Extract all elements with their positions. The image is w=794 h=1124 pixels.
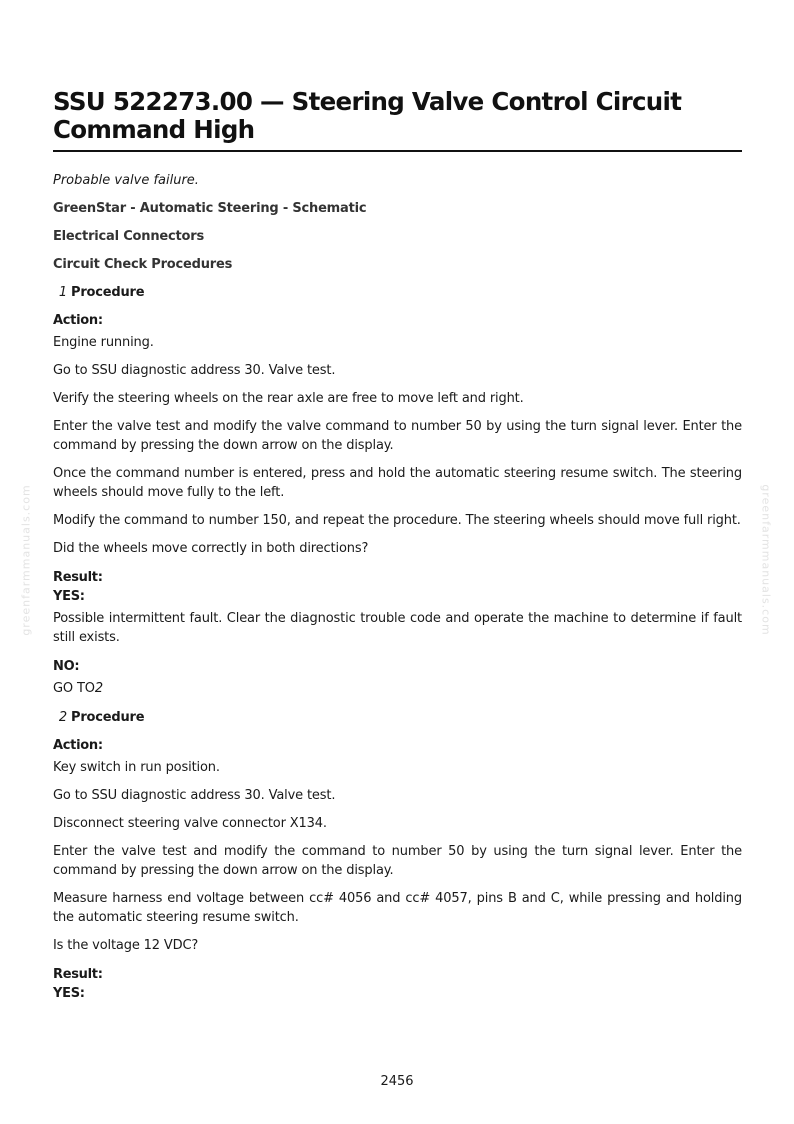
action-label: Action: — [53, 313, 103, 328]
action-text: Engine running. — [53, 335, 154, 350]
intro-text: Probable valve failure. — [53, 173, 199, 188]
yes-text: Possible intermittent fault. Clear the diagnostic trouble code and operate the machine to determine if fault still exists. — [53, 611, 742, 645]
step-1-heading — [53, 284, 742, 301]
action-text: Disconnect steering valve connector X134. — [53, 816, 327, 831]
action-text: Verify the steering wheels on the rear axle are free to move left and right. — [53, 391, 524, 406]
no-label: NO: — [53, 659, 80, 674]
action-question: Is the voltage 12 VDC? — [53, 938, 199, 953]
page-title: SSU 522273.00 — Steering Valve Control Circuit Command High — [53, 88, 742, 152]
step-2-heading — [53, 709, 742, 726]
result-label: Result: — [53, 570, 103, 585]
action-text: Go to SSU diagnostic address 30. Valve test. — [53, 788, 336, 803]
step-heading-label: Procedure — [71, 285, 145, 300]
step-number: 2 — [58, 710, 67, 725]
link-electrical-connectors[interactable]: Electrical Connectors — [53, 229, 205, 244]
action-label: Action: — [53, 738, 103, 753]
action-text: Once the command number is entered, press and hold the automatic steering resume switch. The steering wheels should move fully to the left. — [53, 466, 742, 500]
result-label: Result: — [53, 967, 103, 982]
watermark-right: greenfarmmanuals.com — [759, 484, 773, 636]
goto-step-link[interactable]: 2 — [94, 681, 103, 696]
action-text: Modify the command to number 150, and repeat the procedure. The steering wheels should move full right. — [53, 513, 741, 528]
action-text: Enter the valve test and modify the valve command to number 50 by using the turn signal lever. Enter the command by pressing the down arrow on the display. — [53, 419, 742, 453]
page-number: 2456 — [380, 1074, 414, 1089]
yes-label: YES: — [53, 589, 85, 604]
link-circuit-check-procedures[interactable]: Circuit Check Procedures — [53, 257, 233, 272]
step-number: 1 — [58, 285, 67, 300]
action-text: Enter the valve test and modify the command to number 50 by using the turn signal lever. Enter the command by pressing the down arrow on the display. — [53, 844, 742, 878]
step-heading-label: Procedure — [71, 710, 145, 725]
no-text — [53, 679, 742, 698]
action-text: Go to SSU diagnostic address 30. Valve test. — [53, 363, 336, 378]
goto-text: GO TO — [53, 681, 95, 696]
action-text: Key switch in run position. — [53, 760, 220, 775]
document-page — [53, 88, 742, 1002]
action-question: Did the wheels move correctly in both directions? — [53, 541, 369, 556]
watermark-left: greenfarmmanuals.com — [19, 484, 33, 636]
yes-label: YES: — [53, 986, 85, 1001]
action-text: Measure harness end voltage between cc# 4056 and cc# 4057, pins B and C, while pressing and holding the automatic steering resume switch. — [53, 891, 742, 925]
link-schematic[interactable]: GreenStar - Automatic Steering - Schematic — [53, 201, 367, 216]
